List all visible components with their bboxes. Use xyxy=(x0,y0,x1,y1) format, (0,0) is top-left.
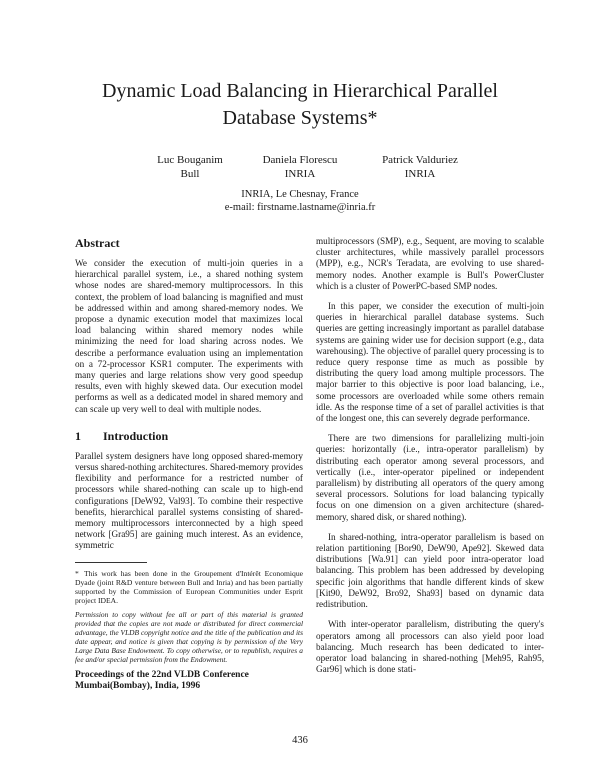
body-paragraph-5: With inter-operator parallelism, distributing the query's operators among all processors can also yield poor load balancing. Much research has been dedicated to inter-operator load balancing in shared-nothing [Meh95, Rah95, Gar96] which is done stati- xyxy=(316,619,544,675)
abstract-text: We consider the execution of multi-join queries in a hierarchical parallel system, i.e., a shared nothing system whose nodes are shared-memory multiprocessors. In this context, the problem of load balancing is magnified and must be addressed within and among shared-memory nodes. We propose a dynamic execution model that maximizes local load balancing within shared memory nodes while minimizing the need for load sharing across nodes. We describe a performance evaluation using an implementation on a 72-processor KSR1 computer. The experiments with many queries and large relations show very good speedup results, even with highly skewed data. Our execution model performs as well as a dedicated model in shared memory and can scale up very well to deal with multiple nodes. xyxy=(75,258,303,414)
abstract-heading: Abstract xyxy=(75,236,120,250)
paper-title xyxy=(40,78,560,132)
introduction-text: Parallel system designers have long opposed shared-memory versus shared-nothing architectures. Shared-memory provides flexibility and performance for a restricted number of processors while shared-nothing can scale up to high-end configurations [DeW92, Val93]. To combine their respective benefits, hierarchical parallel systems consisting of shared-memory multiprocessors interconnected by a high speed network [Gra95] are gaining much interest. As an evidence, symmetric xyxy=(75,450,303,551)
introduction-heading xyxy=(75,429,303,443)
body-paragraph-1: multiprocessors (SMP), e.g., Sequent, are moving to scalable cluster architectures, while massively parallel processors (MPP), e.g., NCR's Teradata, are evolving to use shared-memory nodes. Another example is Bull's PowerCluster which is a cluster of PowerPC-based SMP nodes. xyxy=(316,236,544,291)
body-paragraph-2: In this paper, we consider the execution of multi-join queries in hierarchical parallel database systems. Such queries are getting increasingly important as parallel database systems are gaining wider use for decision support (e.g., data warehousing). The objective of parallel query processing is to reduce query response time as much as possible by distributing the query load among multiple processors. The major barrier to this objective is poor load balancing, i.e., some processors are overloaded while some others remain idle. As the response time of a set of parallel activities is that of the longest one, this can severely degrade performance. xyxy=(316,301,544,424)
footnote xyxy=(75,569,303,605)
proceedings-line-1: Proceedings of the 22nd VLDB Conference xyxy=(75,669,249,680)
author-1 xyxy=(130,153,250,181)
footnote-text: This work has been done in the Groupement d'Intérêt Economique Dyade (joint R&D venture between Bull and Inria) and has been partially supported by the Commission of European Communities under Esprit project IDEA. xyxy=(75,568,303,605)
affiliation-email: e-mail: firstname.lastname@inria.fr xyxy=(224,202,376,213)
title-line-1: Dynamic Load Balancing in Hierarchical Parallel xyxy=(102,80,498,102)
author-org: INRIA xyxy=(284,168,316,180)
author-name: Daniela Florescu xyxy=(262,154,338,166)
left-column xyxy=(75,236,303,693)
section-title: Introduction xyxy=(103,428,169,443)
footnote-mark: * xyxy=(75,568,79,578)
footnote-rule xyxy=(75,562,147,563)
author-2 xyxy=(240,153,360,181)
right-column xyxy=(316,236,544,684)
body-paragraph-3: There are two dimensions for parallelizing multi-join queries: horizontally (i.e., intra-operator parallelism) by distributing each operator among several processors, and vertically (i.e., inter-operator pipelined or independent parallelism) by distributing all operators of the query among several processors. Solutions for load balancing typically focus on one dimension on a given architecture (shared-memory, shared disk, or shared nothing). xyxy=(316,433,544,522)
author-org: INRIA xyxy=(404,168,436,180)
author-org: Bull xyxy=(180,168,200,180)
affiliation xyxy=(150,188,450,214)
proceedings-line-2: Mumbai(Bombay), India, 1996 xyxy=(75,681,201,692)
author-3 xyxy=(360,153,480,181)
affiliation-location: INRIA, Le Chesnay, France xyxy=(241,189,359,200)
title-line-2: Database Systems* xyxy=(222,107,378,129)
author-name: Patrick Valduriez xyxy=(382,154,458,166)
author-name: Luc Bouganim xyxy=(157,154,223,166)
permission-notice: Permission to copy without fee all or part of this material is granted provided that the copies are not made or distributed for direct commercial advantage, the VLDB copyright notice and the title of the publication and its date appear, and notice is given that copying is by permission of the Very Large Data Base Endowment. To copy otherwise, or to republish, requires a fee and/or special permission from the Endowment. xyxy=(75,609,303,664)
proceedings-info xyxy=(75,670,303,693)
body-paragraph-4: In shared-nothing, intra-operator parallelism is based on relation partitioning [Bor90, DeW90, Ape92]. Skewed data distributions [Wa.91] can yield poor intra-operator load balancing. This problem has been addressed by developing specific join algorithms that handle different kinds of skew [Kit90, DeW92, Bro92, Sha93] based on dynamic data redistribution. xyxy=(316,531,544,610)
page-number: 436 xyxy=(292,735,308,746)
section-number: 1 xyxy=(75,428,81,443)
